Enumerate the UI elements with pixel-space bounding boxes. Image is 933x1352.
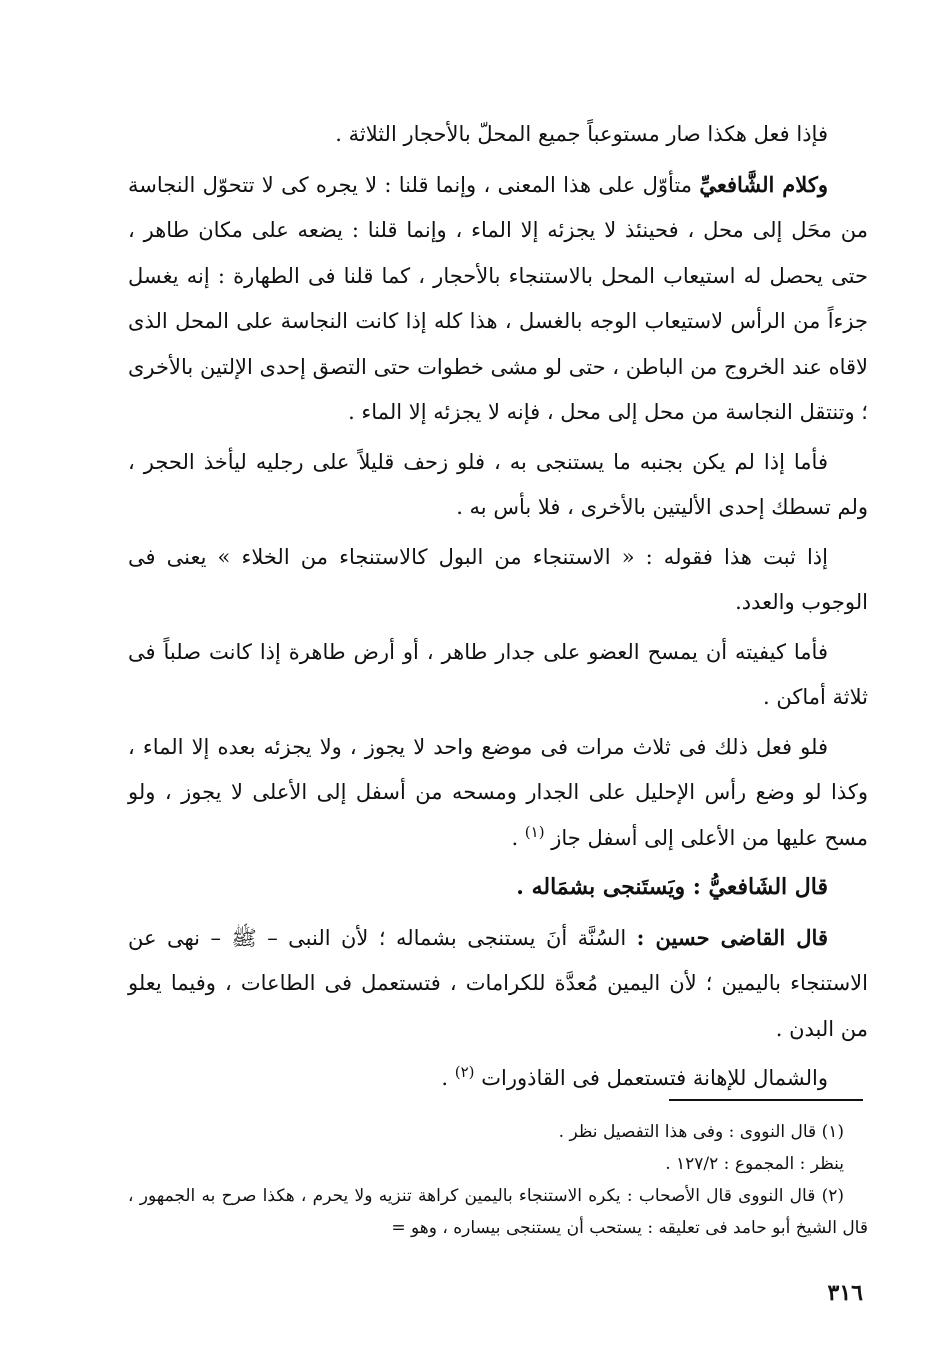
paragraph-2-text: متأوّل على هذا المعنى ، وإنما قلنا : لا يجره كى لا تتحوّل النجاسة من محَل إلى محل ، فحينئذ لا يجزئه إلا الماء ، وإنما قلنا : يضعه على مكان طاهر ، حتى يحصل له استيعاب المحل بالاستنجاء بالأحجار ، كما قلنا فى الطهارة : إنه يغسل جزءاً من الرأس لاستيعاب الوجه بالغسل ، هذا كله إذا كانت النجاسة على المحل الذى لاقاه عند الخروج من الباطن ، حتى لو مشى خطوات حتى التصق إحدى الإلتين بالأخرى ؛ وتنتقل النجاسة من محل إلى محل ، فإنه لا يجزئه إلا الماء . [128, 172, 868, 424]
footnote-1: (١) قال النووى : وفى هذا التفصيل نظر . [558, 1122, 844, 1142]
page-number: ٣١٦ [827, 1280, 863, 1306]
paragraph-3: فأما إذا لم يكن بجنبه ما يستنجى به ، فلو زحف قليلاً على رجليه ليأخذ الحجر ، ولم تسطك إحدى الأليتين بالأخرى ، فلا بأس به . [128, 449, 868, 519]
paragraph-1: فإذا فعل هكذا صار مستوعباً جميع المحلّ بالأحجار الثلاثة . [335, 122, 828, 146]
footnote-ref-2[interactable]: (٢) [454, 1063, 475, 1081]
paragraph-8-end: . [441, 1066, 455, 1090]
paragraph-8 [128, 1056, 868, 1102]
main-text [128, 112, 868, 1106]
paragraph-8-text: والشمال للإهانة فتستعمل فى القاذورات [481, 1066, 828, 1090]
paragraph-7-text: السُنَّة أنَ يستنجى بشماله ؛ لأن النبى – ﷺ – نهى عن الاستنجاء باليمين ؛ لأن اليمين مُعدَّة للكرامات ، فتستعمل فى الطاعات ، وفيما يعلو من البدن . [128, 925, 868, 1041]
paragraph-5: فأما كيفيته أن يمسح العضو على جدار طاهر ، أو أرض طاهرة إذا كانت صلباً فى ثلاثة أماكن . [128, 639, 868, 709]
paragraph-7 [128, 915, 868, 1053]
paragraph-4: إذا ثبت هذا فقوله : « الاستنجاء من البول كالاستنجاء من الخلاء » يعنى فى الوجوب والعدد. [128, 544, 868, 614]
paragraph-6-text: فلو فعل ذلك فى ثلاث مرات فى موضع واحد لا يجوز ، ولا يجزئه بعده إلا الماء ، وكذا لو وضع رأس الإحليل على الجدار ومسحه من أسفل إلى الأعلى لا يجوز ، ولو مسح عليها من الأعلى إلى أسفل جاز [128, 734, 868, 850]
footnote-ref-1[interactable]: (١) [524, 822, 545, 841]
paragraph-2-lead: وكلام الشَّافعيِّ [699, 171, 828, 197]
footnote-divider [669, 1099, 863, 1101]
section-heading: قال الشَافعيُّ : ويَستَنجى بشمَاله . [516, 874, 828, 900]
footnote-1-source: ينظر : المجموع : ١٢٧/٢ . [665, 1154, 844, 1174]
paragraph-2 [128, 162, 868, 436]
paragraph-7-lead: قال القاضى حسين : [636, 924, 828, 950]
footnote-2: (٢) قال النووى قال الأصحاب : يكره الاستنجاء باليمين كراهة تنزيه ولا يحرم ، هكذا صرح به الجمهور ، قال الشيخ أبو حامد فى تعليقه : يستحب أن يستنجى بيساره ، وهو = [128, 1186, 868, 1238]
paragraph-6-end: . [511, 825, 525, 850]
footnotes [128, 1116, 868, 1244]
paragraph-6 [128, 725, 868, 862]
